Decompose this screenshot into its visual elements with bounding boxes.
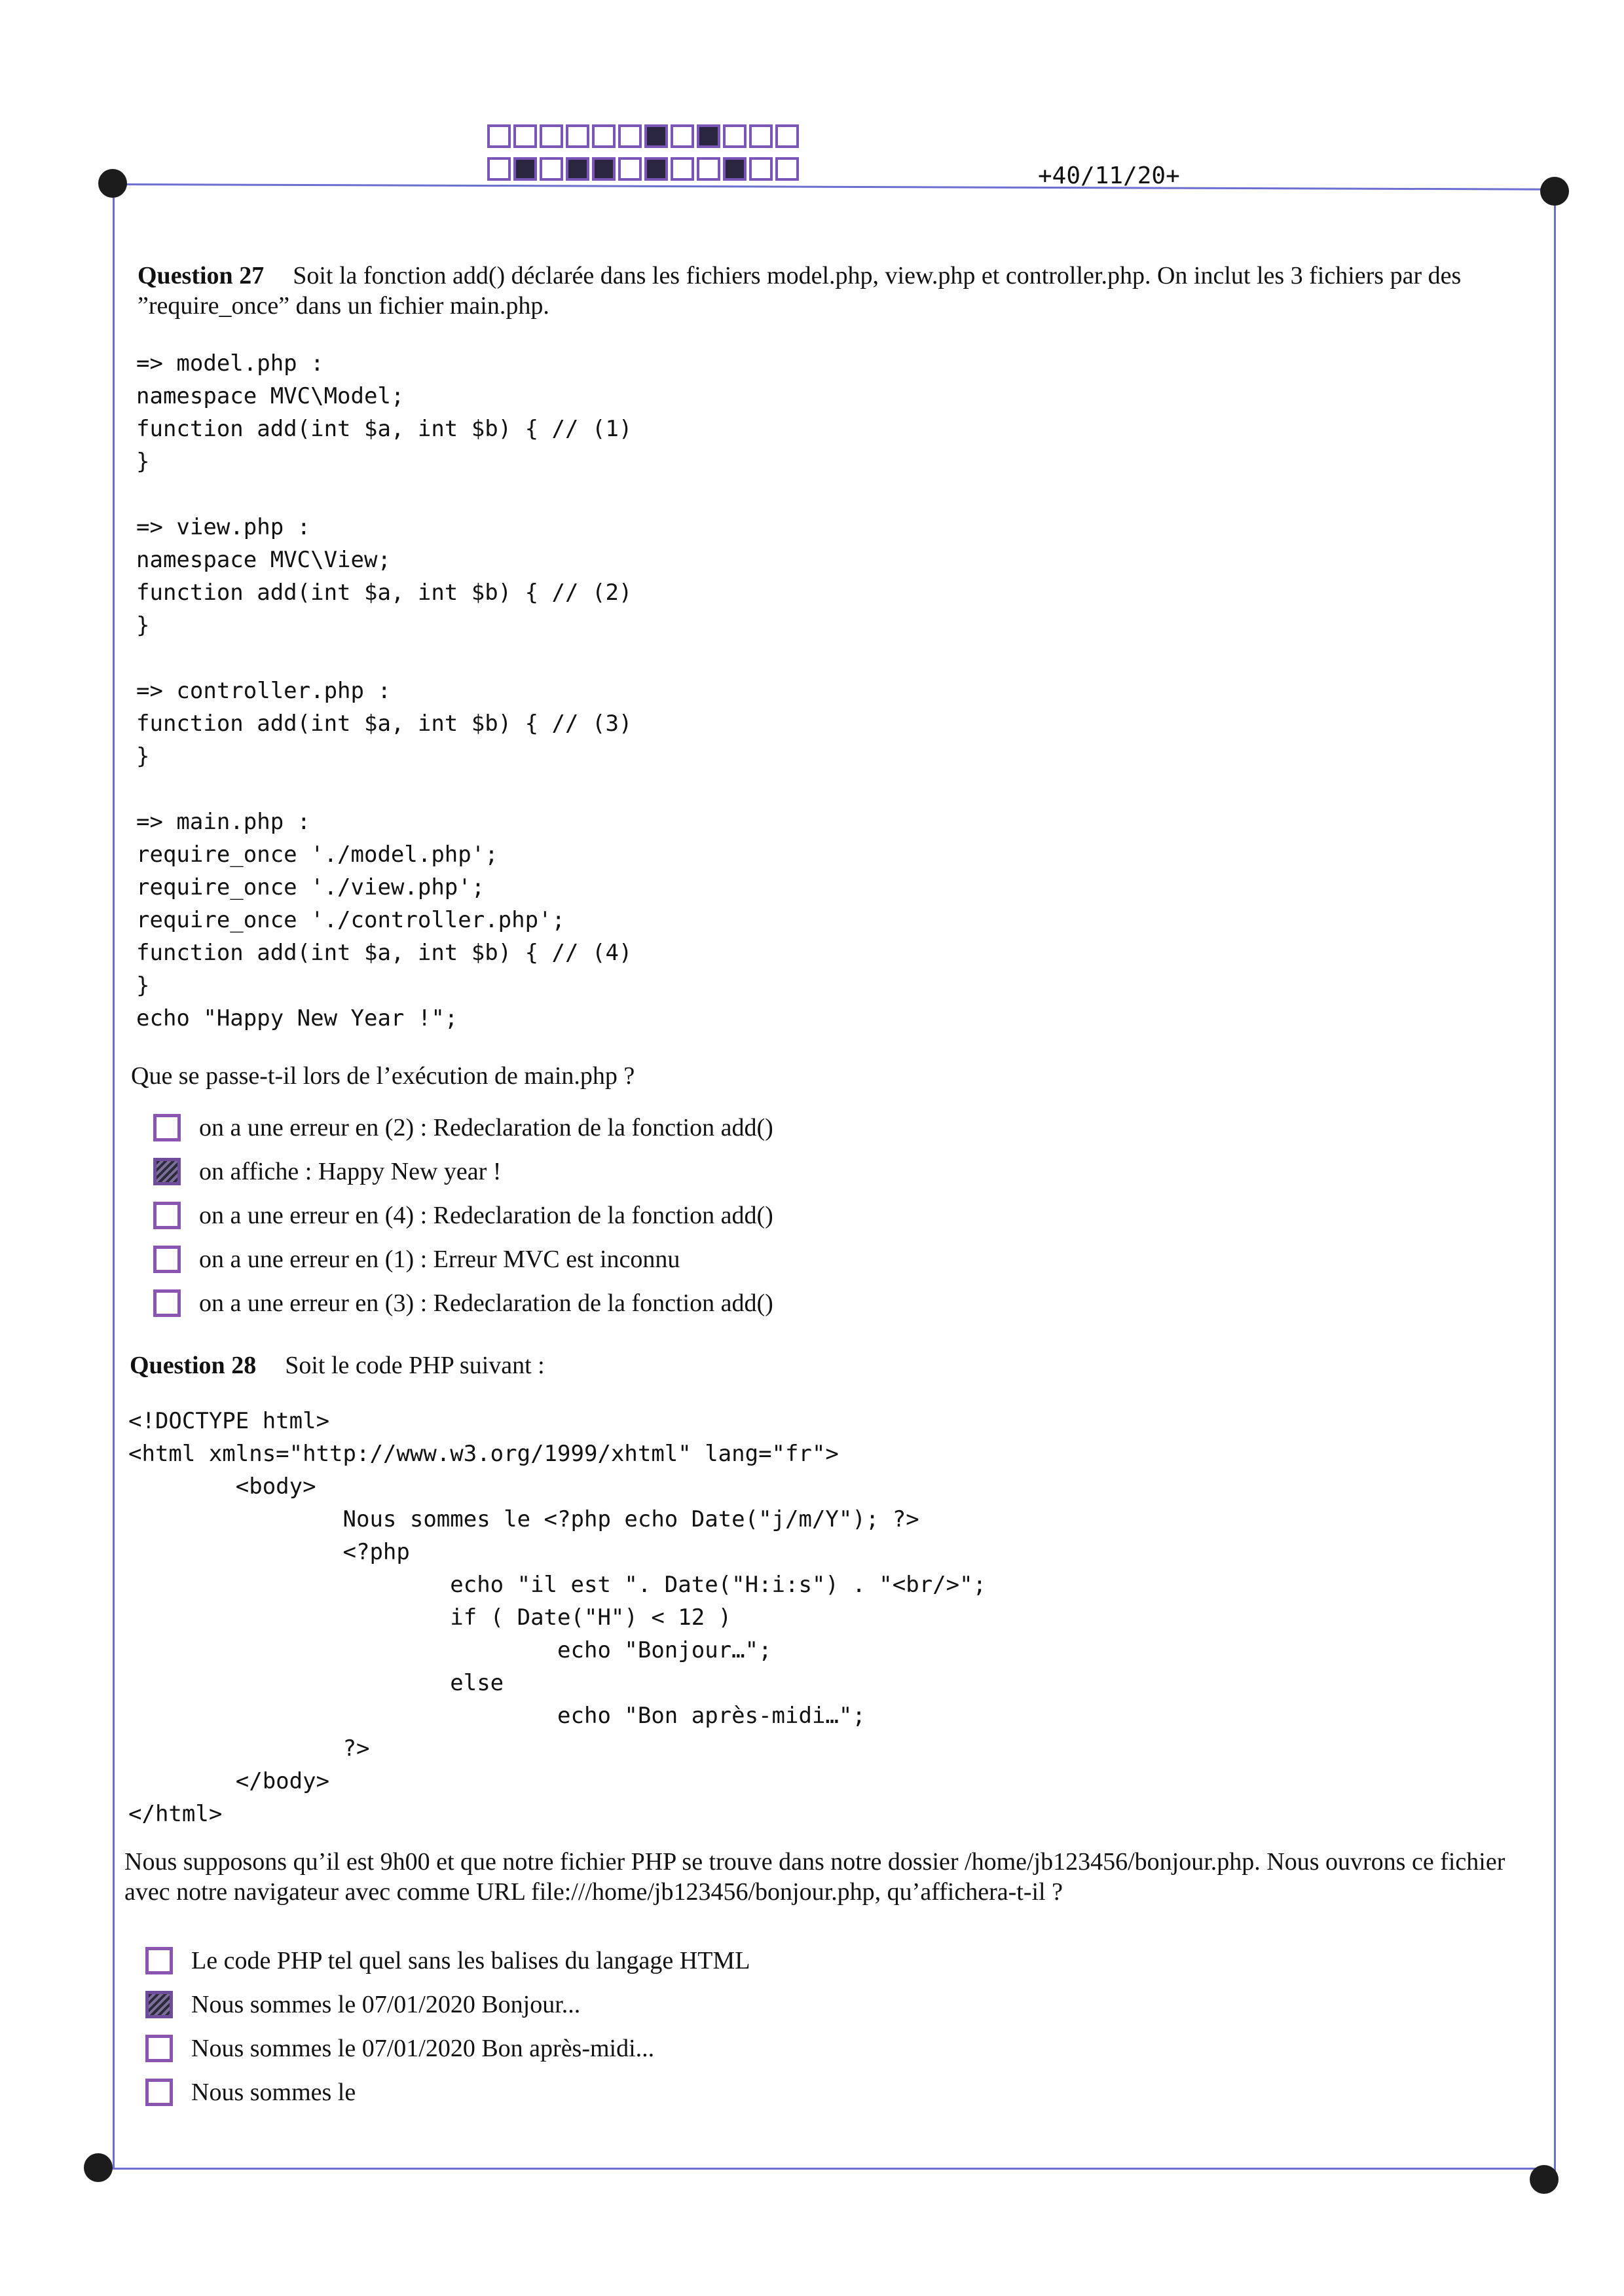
question-27-title: Question 27 (138, 262, 265, 289)
question-27-text: Soit la fonction add() déclarée dans les fichiers model.php, view.php et controller.php. On inclut les 3 fichiers par des ”require_once” dans un fichier main.php. (138, 262, 1462, 320)
question-27-statement (138, 261, 1545, 321)
barcode-cell (775, 124, 799, 148)
barcode-cell (487, 124, 511, 148)
barcode-cell (618, 157, 642, 181)
question-27-prompt: Que se passe-t-il lors de l’exécution de main.php ? (131, 1062, 635, 1090)
corner-marker-top-left (98, 169, 127, 198)
barcode-row-1 (487, 124, 802, 148)
question-28-statement (130, 1350, 1538, 1380)
frame-left-line (113, 183, 115, 2168)
answer-option[interactable] (153, 1105, 773, 1149)
barcode-cell (566, 157, 589, 181)
answer-option[interactable] (153, 1193, 773, 1237)
sheet-id: +40/11/20+ (1038, 162, 1180, 189)
answer-option[interactable] (153, 1281, 773, 1325)
checkbox[interactable] (145, 2035, 173, 2062)
answer-label: on a une erreur en (1) : Erreur MVC est inconnu (199, 1245, 680, 1273)
corner-marker-bottom-left (84, 2153, 113, 2182)
barcode-cell (749, 124, 773, 148)
checkbox[interactable] (153, 1202, 181, 1229)
answer-label: Nous sommes le 07/01/2020 Bonjour... (191, 1990, 581, 2018)
frame-right-line (1554, 190, 1556, 2181)
corner-marker-bottom-right (1530, 2165, 1559, 2194)
checkbox[interactable] (145, 2079, 173, 2106)
answer-label: Nous sommes le (191, 2078, 356, 2106)
barcode-cell (723, 157, 747, 181)
barcode-cell (671, 124, 694, 148)
barcode-cell (671, 157, 694, 181)
answer-label: on affiche : Happy New year ! (199, 1157, 502, 1185)
barcode-cell (723, 124, 747, 148)
barcode-cell (644, 157, 668, 181)
question-27-answers (153, 1105, 773, 1325)
checkbox[interactable] (153, 1246, 181, 1273)
barcode-cell (592, 157, 616, 181)
frame-bottom-line (97, 2168, 1551, 2170)
barcode-cell (513, 124, 537, 148)
checkbox[interactable] (153, 1114, 181, 1141)
answer-option[interactable] (145, 1982, 750, 2026)
barcode-row-2 (487, 157, 802, 181)
question-28-text: Soit le code PHP suivant : (285, 1352, 545, 1379)
answer-option[interactable] (145, 1938, 750, 1982)
barcode-cell (749, 157, 773, 181)
answer-option[interactable] (145, 2070, 750, 2114)
barcode-cell (540, 124, 563, 148)
answer-option[interactable] (153, 1149, 773, 1193)
barcode-cell (592, 124, 616, 148)
answer-option[interactable] (153, 1237, 773, 1281)
frame-top-line (113, 183, 1557, 191)
barcode-cell (566, 124, 589, 148)
barcode-cell (540, 157, 563, 181)
checkbox-checked[interactable] (153, 1158, 181, 1185)
answer-label: Nous sommes le 07/01/2020 Bon après-midi... (191, 2034, 655, 2062)
question-28-answers (145, 1938, 750, 2114)
barcode-cell (697, 124, 720, 148)
checkbox-checked[interactable] (145, 1991, 173, 2018)
barcode-cell (697, 157, 720, 181)
question-28-title: Question 28 (130, 1352, 257, 1379)
answer-label: on a une erreur en (2) : Redeclaration de la fonction add() (199, 1113, 773, 1141)
question-28-prompt: Nous supposons qu’il est 9h00 et que notre fichier PHP se trouve dans notre dossier /home/jb123456/bonjour.php. Nous ouvrons ce fichier avec notre navigateur avec comme URL file:///home/jb123456/bonjour.php, qu’affichera-t-il ? (124, 1848, 1505, 1906)
barcode-cell (618, 124, 642, 148)
barcode-cell (644, 124, 668, 148)
answer-option[interactable] (145, 2026, 750, 2070)
checkbox[interactable] (153, 1289, 181, 1317)
answer-label: Le code PHP tel quel sans les balises du langage HTML (191, 1946, 750, 1974)
barcode-cell (487, 157, 511, 181)
question-27-code: => model.php : namespace MVC\Model; function add(int $a, int $b) { // (1) } => view.php : namespace MVC\View; function add(int $a, int $b) { // (2) } => controller.php : function add(int $a, int $b) { // (3) } => main.php : require_once './model.php'; require_once './view.php'; require_once './controller.php'; function add(int $a, int $b) { // (4) } echo "Happy New Year !"; (136, 350, 633, 1031)
question-28-code: <!DOCTYPE html> <html xmlns="http://www.w3.org/1999/xhtml" lang="fr"> <body> Nous sommes le <?php echo Date("j/m/Y"); ?> <?php echo "il est ". Date("H:i:s") . "<br/>"; if ( Date("H") < 12 ) echo "Bonjour…"; else echo "Bon après-midi…"; ?> </body> </html> (128, 1408, 987, 1827)
checkbox[interactable] (145, 1947, 173, 1974)
answer-label: on a une erreur en (3) : Redeclaration de la fonction add() (199, 1289, 773, 1317)
answer-label: on a une erreur en (4) : Redeclaration de la fonction add() (199, 1201, 773, 1229)
barcode-cell (513, 157, 537, 181)
barcode-cell (775, 157, 799, 181)
corner-marker-top-right (1540, 177, 1569, 206)
